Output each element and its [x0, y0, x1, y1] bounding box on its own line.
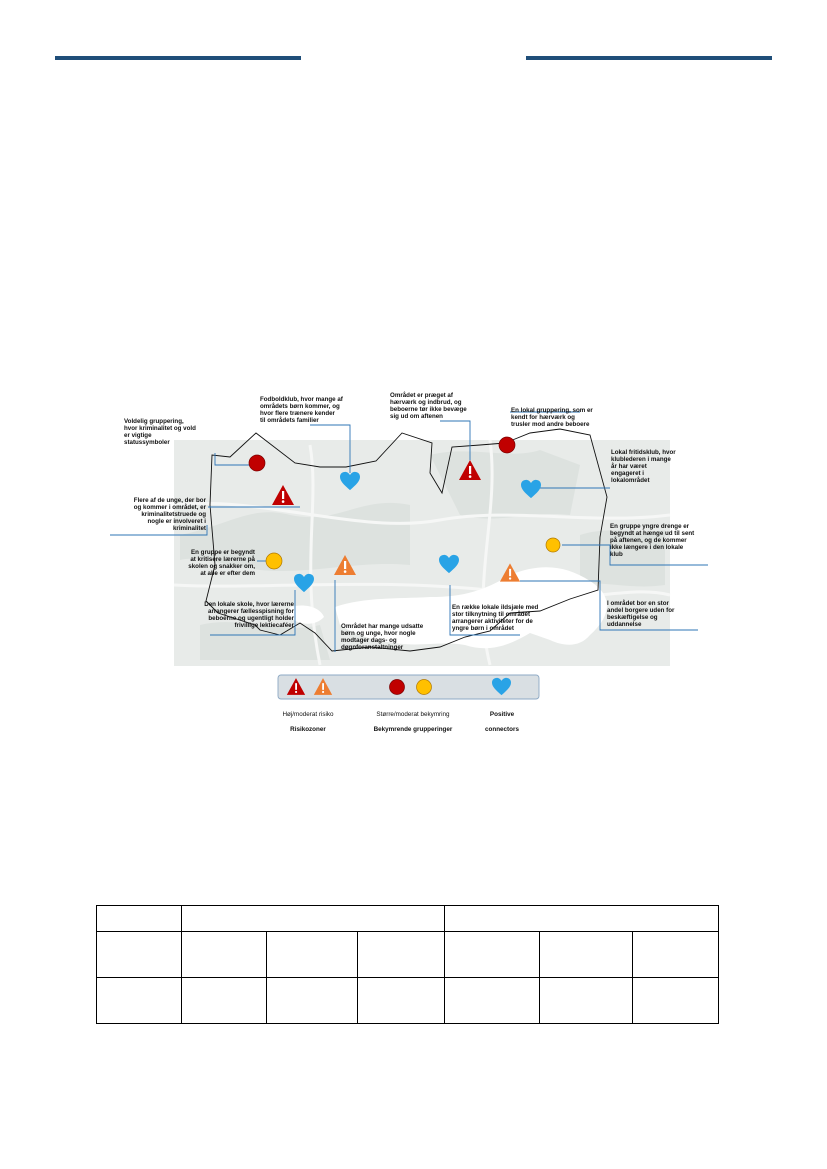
header-rule-left	[55, 56, 301, 60]
callout-c5: Lokal fritidsklub, hvor klublederen i mange år har været engageret i lokalområdet	[611, 449, 676, 484]
legend-risk-label	[268, 703, 348, 733]
table-row	[97, 932, 719, 978]
callout-c9: Den lokale skole, hvor lærerne arrangerer fællesspisning for beboerne og ugentligt holder frivillige lektiecaféer	[204, 601, 294, 629]
callout-c1: Voldelig gruppering, hvor kriminalitet og vold er vigtige statussymboler	[124, 418, 196, 446]
table-cell	[97, 906, 182, 932]
table-cell	[97, 978, 182, 1024]
header-rule-right	[526, 56, 772, 60]
table-cell	[540, 978, 633, 1024]
table-cell	[540, 932, 633, 978]
table-cell	[358, 932, 445, 978]
table-cell	[445, 906, 719, 932]
table-cell	[445, 932, 540, 978]
risk-map-figure	[110, 385, 710, 733]
legend-group-top: Større/moderat bekymring	[376, 710, 450, 718]
table-cell	[182, 906, 445, 932]
callout-c7: En gruppe er begyndt at kritisere lærerne på skolen og snakker om, at alle er efter dem	[188, 549, 255, 577]
table-cell	[97, 932, 182, 978]
legend-group-label	[363, 703, 463, 733]
legend-risk-top: Høj/moderat risiko	[282, 710, 334, 718]
table-cell	[445, 978, 540, 1024]
table-header-row	[97, 906, 719, 932]
legend-positive-top: Positive	[489, 710, 515, 718]
callout-c3: Området er præget af hærværk og indbrud, og beboerne tør ikke bevæge sig ud om aftenen	[390, 392, 467, 420]
table-cell	[633, 932, 719, 978]
moderate-concern-circle-2	[546, 538, 560, 552]
legend-positive-label	[481, 703, 523, 733]
legend-risk-bottom: Risikozoner	[290, 725, 326, 733]
table-cell	[358, 978, 445, 1024]
legend-positive-bottom: connectors	[485, 725, 519, 733]
high-concern-circle-2	[499, 437, 515, 453]
moderate-concern-circle-1	[266, 553, 282, 569]
legend-high-concern-circle	[390, 680, 405, 695]
empty-table	[96, 905, 719, 1024]
callout-c8: En gruppe yngre drenge er begyndt at hænge ud til sent på aftenen, og de kommer ikke længere i den lokale klub	[610, 523, 695, 558]
legend-moderate-concern-circle	[417, 680, 432, 695]
table-cell	[267, 932, 358, 978]
table-row	[97, 978, 719, 1024]
table-cell	[267, 978, 358, 1024]
callout-c2: Fodboldklub, hvor mange af områdets børn kommer, og hvor flere trænere kender til områdets familier	[260, 396, 343, 424]
high-concern-circle-1	[249, 455, 265, 471]
table-cell	[182, 932, 267, 978]
callout-c12: I området bor en stor andel borgere uden for beskæftigelse og uddannelse	[607, 600, 675, 628]
callout-c4: En lokal gruppering, som er kendt for hærværk og trusler mod andre beboere	[511, 407, 593, 428]
table-cell	[633, 978, 719, 1024]
callout-c6: Flere af de unge, der bor og kommer i området, er kriminalitetstruede og nogle er involveret i kriminalitet	[133, 497, 206, 532]
table-cell	[182, 978, 267, 1024]
callout-c11: En række lokale ildsjæle med stor tilknytning til området arrangerer aktiviteter for de yngre børn i området	[452, 604, 539, 632]
legend-group-bottom: Bekymrende grupperinger	[373, 725, 453, 733]
callout-c10: Området har mange udsatte børn og unge, hvor nogle modtager dags- og døgnforanstaltninger	[341, 623, 424, 651]
